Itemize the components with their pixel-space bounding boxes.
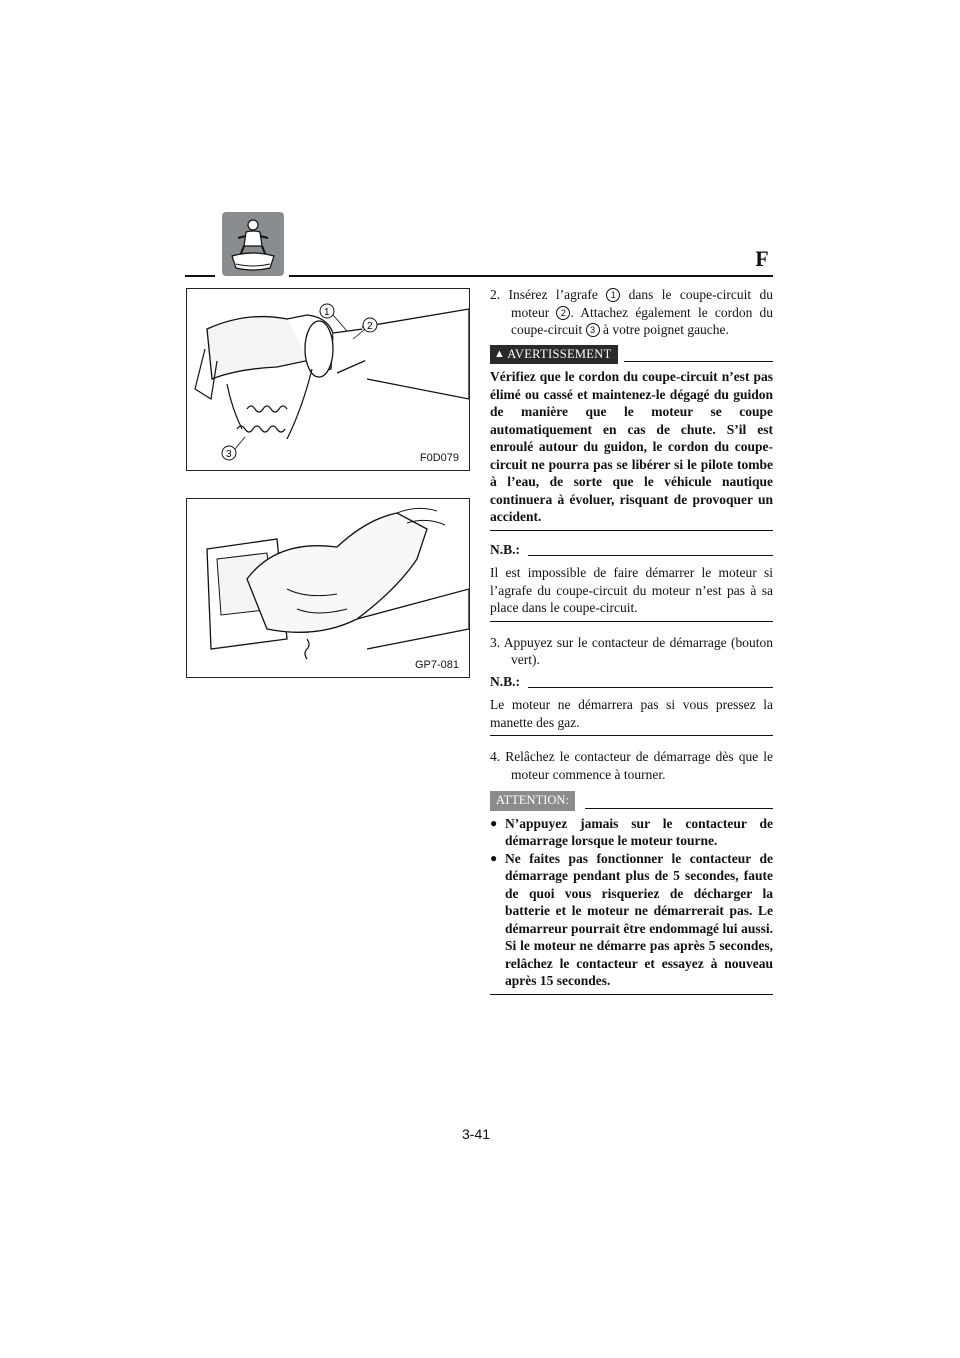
- watercraft-rider-icon: [222, 212, 284, 276]
- warning-text: Vérifiez que le cordon du coupe-circuit n’est pas élimé ou cassé et maintenez-le dégagé du guidon de manière que le moteur se coupe automatiquement en cas de chute. S’il est enroulé autour du guidon, le cordon du coupe-circuit ne pourra pas se libérer si le pilote tombe à l’eau, de sorte que le véhicule nautique continuera à évoluer, risquant de provoquer un accident.: [490, 369, 773, 524]
- bullet-icon: ●: [490, 815, 498, 830]
- step-3: 3. Appuyez sur le contacteur de démarrage (bouton vert).: [490, 634, 773, 667]
- callout-ref-2: 2: [556, 306, 570, 320]
- callout-1: 1: [324, 307, 330, 318]
- note-header: N.B.:: [490, 673, 773, 691]
- figure-start-button: [186, 498, 470, 678]
- header-rule-right: [289, 275, 773, 277]
- bullet-icon: ●: [490, 850, 498, 865]
- language-badge: F: [755, 246, 769, 271]
- warning-triangle-icon: ▲: [494, 347, 506, 360]
- caution-badge: ATTENTION:: [490, 791, 575, 811]
- page-number: 3-41: [462, 1126, 491, 1142]
- caution-list: [490, 815, 773, 990]
- step-4: 4. Relâchez le contacteur de démarrage dès que le moteur commence à tourner.: [490, 749, 773, 782]
- warning-badge: ▲ AVERTISSEMENT: [490, 345, 618, 365]
- caution-header: [490, 791, 773, 811]
- note-text: Le moteur ne démarrera pas si vous pressez la manette des gaz.: [490, 697, 773, 730]
- figure-code: GP7-081: [414, 659, 459, 671]
- callout-ref-3: 3: [586, 323, 600, 337]
- warning-header: [490, 345, 773, 365]
- note-text: Il est impossible de faire démarrer le moteur si l’agrafe du coupe-circuit du moteur n’est pas à sa place dans le coupe-circuit.: [490, 565, 773, 615]
- callout-3: 3: [226, 449, 232, 460]
- figure-code: F0D079: [419, 452, 459, 464]
- list-item: ● N’appuyez jamais sur le contacteur de démarrage lorsque le moteur tourne.: [490, 815, 773, 848]
- callout-ref-1: 1: [606, 288, 620, 302]
- list-item: ● Ne faites pas fonctionner le contacteur de démarrage pendant plus de 5 secondes, faute de quoi vous risqueriez de décharger la batterie et le moteur ne démarrerait pas. Le démarreur pourrait être endommagé lui aussi. Si le moteur ne démarre pas après 5 secondes, relâchez le contacteur et essayez à nouveau après 15 secondes.: [490, 850, 773, 988]
- step-2: 2. Insérez l’agrafe 1 dans le coupe-circuit du moteur 2 . Attachez également le cordon du coupe-circuit 3 à votre poignet gauche.: [490, 287, 773, 337]
- glove-illustration: [187, 499, 469, 677]
- lanyard-illustration: [187, 289, 469, 470]
- note-header: N.B.:: [490, 541, 773, 559]
- figure-lanyard-wrist: [186, 288, 470, 471]
- header-rule-left: [185, 275, 215, 277]
- instructions-column: [490, 286, 773, 995]
- callout-2: 2: [367, 321, 373, 332]
